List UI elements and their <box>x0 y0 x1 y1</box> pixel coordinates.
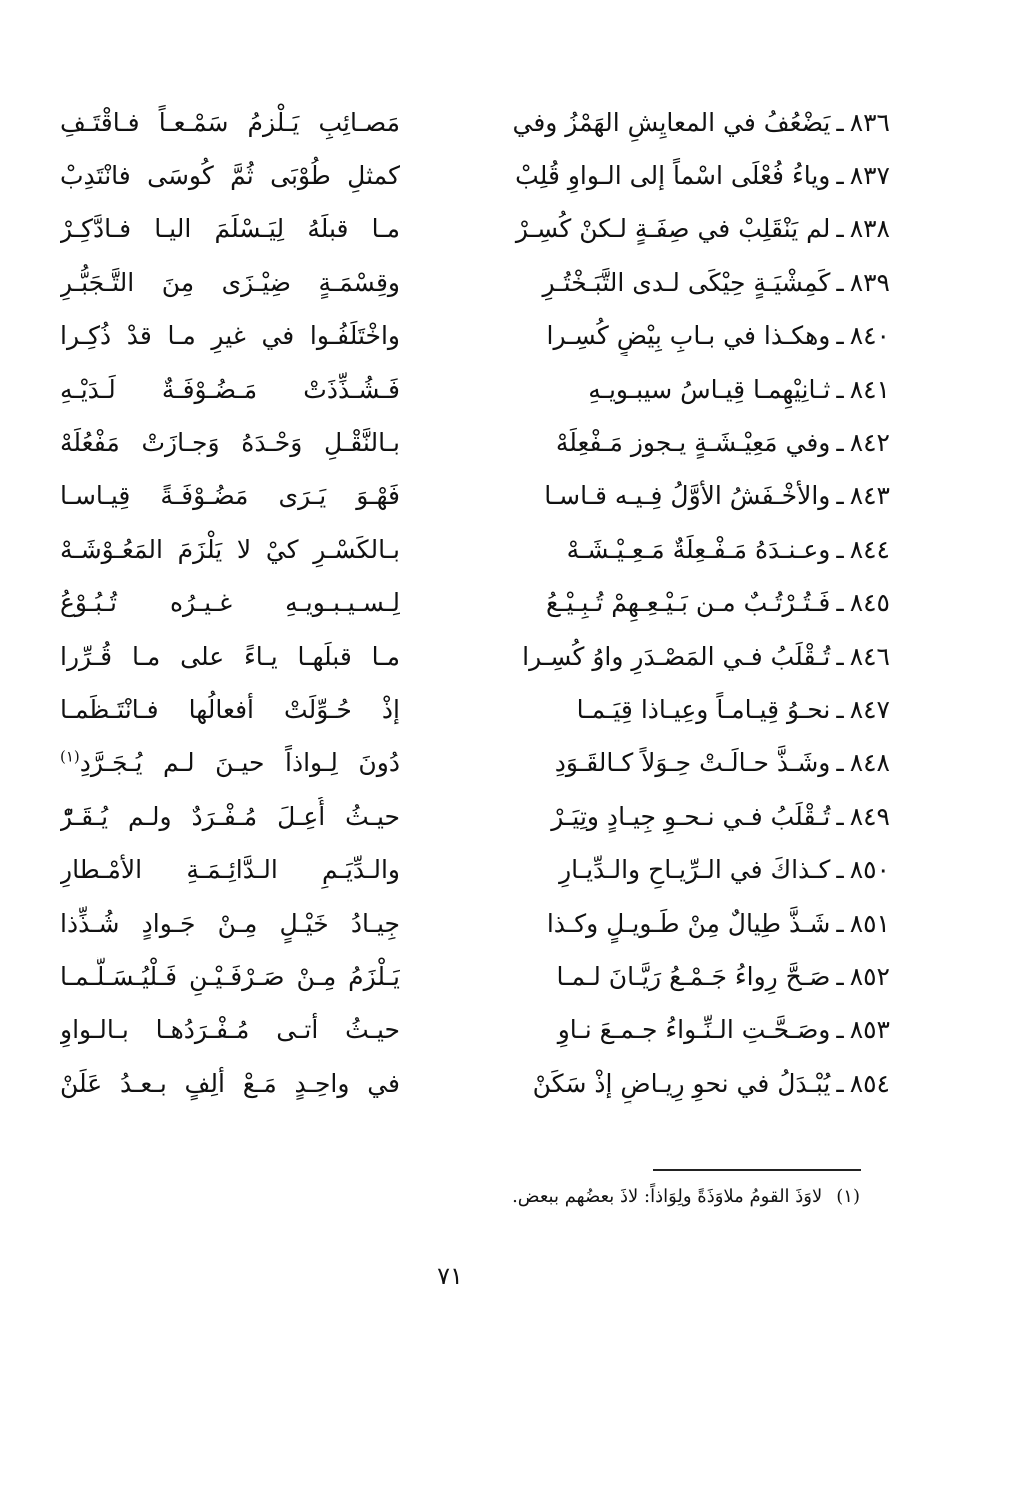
verse-row <box>60 737 890 790</box>
verse-second-hemistich <box>60 423 400 463</box>
verse-second-text: وقِسْمَـةٍ ضِيْـزَى مِنَ التَّـجَبُّـرِ <box>60 267 400 297</box>
verse-first-text: والأخْـفَشُ الأوَّلُ فِـيـه قـاسـا <box>544 481 831 511</box>
verse-first-hemistich <box>455 583 890 623</box>
page-number: ٧١ <box>437 1262 463 1290</box>
verse-first-hemistich <box>455 1064 890 1104</box>
verse-first-hemistich <box>455 1010 890 1050</box>
verse-first-text: وفي مَعِيْـشَـةٍ يـجوز مَـفْعِلَهْ <box>555 428 831 458</box>
verse-dash: ـ <box>836 1015 844 1045</box>
verse-row <box>60 1057 890 1110</box>
verse-second-text: والـدِّيَـمِ الـدَّائِـمَـةِ الأمْـطارِ <box>60 855 400 885</box>
verse-number: ٨٤٨ <box>849 748 890 778</box>
verse-row <box>60 416 890 469</box>
verse-dash: ـ <box>836 534 844 564</box>
verse-number: ٨٤٧ <box>849 694 890 724</box>
verse-first-text: وهكـذا في بـابِ بِيْضٍ كُسِـرا <box>546 321 831 351</box>
verse-first-hemistich <box>455 156 890 196</box>
verse-row <box>60 203 890 256</box>
verse-second-hemistich <box>60 476 400 516</box>
verse-first-text: لم يَنْقَلِبْ في صِفَـةٍ لـكنْ كُسِـرْ <box>515 214 831 244</box>
verse-first-text: وعـنـدَهُ مَـفْـعِلَةٌ مَـعِـيْـشَـهْ <box>566 534 831 564</box>
verse-list <box>60 96 890 1110</box>
verse-row <box>60 149 890 202</box>
verse-second-text: حيـثُ أُعِـلَ مُـفْـرَدٌ ولـم يُـقَـرّْ <box>60 801 400 831</box>
verse-row <box>60 577 890 630</box>
verse-second-hemistich <box>60 209 400 249</box>
footnote-number: (١) <box>836 1186 860 1207</box>
verse-first-hemistich <box>455 209 890 249</box>
footnote-reference[interactable]: (١) <box>60 748 80 767</box>
verse-first-text: صَـحَّ رِواءُ جَـمْـعُ رَيَّـانَ لـمـا <box>556 961 831 991</box>
verse-second-hemistich <box>60 690 400 730</box>
verse-second-hemistich <box>60 797 400 837</box>
verse-first-text: يُبْـدَلُ في نحوِ رِيـاضٍ إذْ سَكَنْ <box>532 1068 831 1098</box>
verse-second-text: بـالكَسْـرِ كيْ لا يَلْزَمَ المَعُـوْشَـهْ <box>60 534 400 564</box>
verse-second-text: بـالنَّقْـلِ وَحْـدَهُ وَجـازَتْ مَفْعُلَهْ <box>60 428 400 458</box>
verse-first-hemistich <box>455 370 890 410</box>
verse-second-text: دُونَ لِـواذاً حيـنَ لـم يُـجَـرَّدِ <box>79 748 400 778</box>
verse-number: ٨٣٦ <box>849 107 890 137</box>
verse-number: ٨٣٩ <box>849 267 890 297</box>
verse-row <box>60 523 890 576</box>
verse-second-hemistich <box>60 637 400 677</box>
verse-dash: ـ <box>836 321 844 351</box>
verse-dash: ـ <box>836 641 844 671</box>
verse-row <box>60 96 890 149</box>
verse-number: ٨٤٢ <box>849 428 890 458</box>
verse-number: ٨٤٥ <box>849 588 890 618</box>
verse-dash: ـ <box>836 855 844 885</box>
verse-row <box>60 1004 890 1057</box>
verse-first-hemistich <box>455 850 890 890</box>
verse-first-hemistich <box>455 530 890 570</box>
verse-second-text: يَـلْزَمُ مِـنْ صَـرْفَـيْـنِ فَـلْيُـسَـلَّـمـا <box>60 961 400 991</box>
verse-first-text: وصَـحَّـتِ الـنِّـواءُ جـمـعَ نـاوِ <box>557 1015 831 1045</box>
verse-dash: ـ <box>836 588 844 618</box>
verse-row <box>60 683 890 736</box>
verse-number: ٨٤٩ <box>849 801 890 831</box>
verse-first-text: تُـقْلَبُ فـي نـحـوِ جِيـادٍ وتِيَـرْ <box>551 801 831 831</box>
verse-first-hemistich <box>455 263 890 303</box>
verse-second-hemistich <box>60 370 400 410</box>
verse-row <box>60 630 890 683</box>
verse-first-text: شَـذَّ طِيالٌ مِنْ طَـويـلٍ وكـذا <box>546 908 831 938</box>
verse-second-text: في واحِـدٍ مَـعْ ألِفٍ بـعـدُ عَلَنْ <box>60 1068 400 1098</box>
verse-first-text: ثـانِيْهِمـا قِيـاسُ سيبـويـهِ <box>588 374 831 404</box>
verse-second-text: إذْ حُـوِّلَتْ أفعالُها فـانْتَـظَمـا <box>60 694 400 724</box>
verse-number: ٨٤١ <box>849 374 890 404</box>
verse-second-hemistich <box>60 103 400 143</box>
verse-dash: ـ <box>836 267 844 297</box>
verse-first-text: تُـقْلَبُ فـي المَصْـدَرِ واوُ كُسِـرا <box>522 641 831 671</box>
verse-first-text: يَضْعُفُ في المعايِشِ الهَمْزُ وفي <box>512 107 831 137</box>
verse-row <box>60 897 890 950</box>
footnote-text: لاوَذَ القومُ ملاوَذَةً ولِوَاذاً: لاذَ بعضُهم ببعض. <box>512 1186 823 1207</box>
verse-second-text: مـا قبلَهُ لِيَـسْلَمَ اليـا فـادَّكِـرْ <box>60 214 400 244</box>
verse-second-hemistich <box>60 850 400 890</box>
verse-dash: ـ <box>836 801 844 831</box>
verse-row <box>60 843 890 896</box>
verse-dash: ـ <box>836 961 844 991</box>
verse-second-hemistich <box>60 957 400 997</box>
verse-dash: ـ <box>836 694 844 724</box>
verse-second-text: حيـثُ أتـى مُـفْـرَدُهـا بـالـواوِ <box>60 1015 400 1045</box>
verse-second-hemistich <box>60 263 400 303</box>
verse-dash: ـ <box>836 908 844 938</box>
verse-first-hemistich <box>455 904 890 944</box>
verse-row <box>60 310 890 363</box>
verse-first-hemistich <box>455 797 890 837</box>
verse-number: ٨٥٤ <box>849 1068 890 1098</box>
verse-dash: ـ <box>836 107 844 137</box>
verse-second-text: جِيـادُ خَيْـلٍ مِـنْ جَـوادٍ شُـذِّذا <box>60 908 400 938</box>
verse-number: ٨٥٢ <box>849 961 890 991</box>
verse-dash: ـ <box>836 481 844 511</box>
verse-number: ٨٥٣ <box>849 1015 890 1045</box>
verse-second-hemistich <box>60 316 400 356</box>
verse-second-text: واخْتَلَفُـوا في غيرِ مـا قدْ ذُكِـرا <box>60 321 400 351</box>
verse-first-hemistich <box>455 957 890 997</box>
verse-second-hemistich <box>60 530 400 570</box>
verse-second-text: لِـسـيـبـويـهِ غـيـرُه تُـبُـوْعُ <box>60 588 400 618</box>
verse-first-hemistich <box>455 690 890 730</box>
verse-row <box>60 950 890 1003</box>
footnote-divider <box>653 1169 861 1171</box>
verse-first-text: كَمِشْيَـةٍ حِيْكَى لـدى التَّبَـخْتُـرِ <box>542 267 831 297</box>
verse-first-hemistich <box>455 103 890 143</box>
verse-first-text: كـذاكَ في الـرِّيـاحِ والـدِّيـارِ <box>559 855 831 885</box>
verse-row <box>60 470 890 523</box>
verse-number: ٨٤٦ <box>849 641 890 671</box>
verse-dash: ـ <box>836 161 844 191</box>
verse-dash: ـ <box>836 428 844 458</box>
verse-number: ٨٣٧ <box>849 161 890 191</box>
verse-dash: ـ <box>836 748 844 778</box>
verse-row <box>60 256 890 309</box>
verse-second-text: كمثلِ طُوْبَى ثُمَّ كُوسَى فانْتَدِبْ <box>60 161 400 191</box>
verse-dash: ـ <box>836 214 844 244</box>
verse-first-text: فَـتُـرْتُـبٌ مـن بَـيْـعِـهِمْ تُـبِـيْـعُ <box>546 588 831 618</box>
verse-second-hemistich <box>60 156 400 196</box>
verse-dash: ـ <box>836 374 844 404</box>
verse-first-text: وشَـذَّ حـالَـتْ حِـوَلاً كـالقَـوَدِ <box>554 748 831 778</box>
verse-number: ٨٥٠ <box>849 855 890 885</box>
verse-second-text: مَصـائِبِ يَـلْزمُ سَمْـعـاً فـاقْتَـفِ <box>60 107 400 137</box>
verse-second-hemistich <box>60 743 400 783</box>
verse-number: ٨٤٣ <box>849 481 890 511</box>
verse-second-text: فَهْـوَ يَـرَى مَضُـوْفَـةً قِيـاسـا <box>60 481 400 511</box>
verse-first-hemistich <box>455 743 890 783</box>
verse-second-hemistich <box>60 1064 400 1104</box>
verse-second-hemistich <box>60 904 400 944</box>
verse-number: ٨٤٠ <box>849 321 890 351</box>
verse-row <box>60 363 890 416</box>
verse-first-hemistich <box>455 423 890 463</box>
verse-dash: ـ <box>836 1068 844 1098</box>
verse-row <box>60 790 890 843</box>
verse-second-hemistich <box>60 1010 400 1050</box>
verse-first-text: نحـوُ قِيـامـاً وعِيـاذا قِيَـمـا <box>576 694 831 724</box>
verse-second-hemistich <box>60 583 400 623</box>
footnote <box>380 1182 860 1212</box>
verse-first-hemistich <box>455 316 890 356</box>
verse-first-text: وياءُ فُعْلَى اسْماً إلى الـواوِ قُلِبْ <box>515 161 831 191</box>
verse-second-text: مـا قبلَهـا يـاءً على مـا قُـرِّرا <box>60 641 400 671</box>
verse-number: ٨٤٤ <box>849 534 890 564</box>
verse-first-hemistich <box>455 637 890 677</box>
verse-first-hemistich <box>455 476 890 516</box>
verse-number: ٨٣٨ <box>849 214 890 244</box>
verse-number: ٨٥١ <box>849 908 890 938</box>
verse-second-text: فَـشُـذِّذَتْ مَـضُـوْفَـةٌ لَـدَيْـهِ <box>60 374 400 404</box>
